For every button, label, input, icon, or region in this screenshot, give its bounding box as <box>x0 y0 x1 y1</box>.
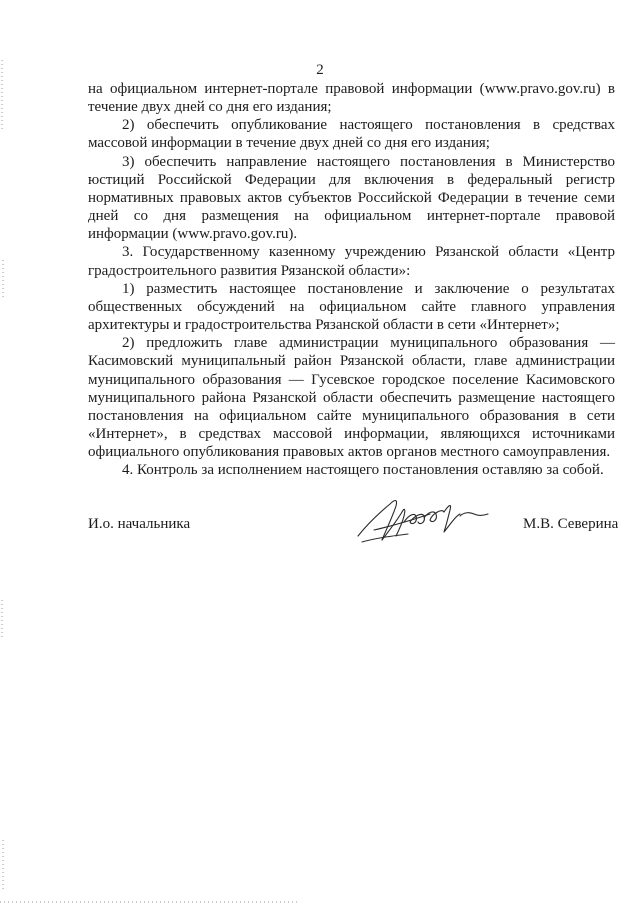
handwritten-signature <box>352 486 507 548</box>
signatory-title: И.о. начальника <box>88 516 191 532</box>
page-number: 2 <box>316 62 324 78</box>
paragraph-section-3-item-2: 2) предложить главе администрации муниципального образования — Касимовский муниципальный район Рязанской области, главе администрации муниципального образования — Гусевское городское поселение Касимовского муниципального района Рязанской области обеспечить размещение настоящего постановления на официальном сайте муниципального образования в сети «Интернет», в средствах массовой информации, являющихся источниками официального опубликования правовых актов органов местного самоуправления. <box>88 335 615 461</box>
paragraph-section-3-item-1: 1) разместить настоящее постановление и заключение о результатах общественных обсуждений на официальном сайте главного управления архитектуры и градостроительства Рязанской области в сети «Интернет»; <box>88 280 615 334</box>
paragraph-continuation: на официальном интернет-портале правовой информации (www.pravo.gov.ru) в течение двух дней со дня его издания; <box>88 81 615 116</box>
paragraph-section-4: 4. Контроль за исполнением настоящего постановления оставляю за собой. <box>122 462 604 479</box>
paragraph-section-3: 3. Государственному казенному учреждению Рязанской области «Центр градостроительного развития Рязанской области»: <box>88 244 615 279</box>
signatory-name: М.В. Северина <box>523 516 619 532</box>
paragraph-item-3-ministry: 3) обеспечить направление настоящего постановления в Министерство юстиций Российской Федерации для включения в федеральный регистр нормативных правовых актов субъектов Российской Федерации в течение семи дней со дня размещения на официальном интернет-портале правовой информации (www.pravo.gov.ru). <box>88 153 615 243</box>
paragraph-item-2-publication: 2) обеспечить опубликование настоящего постановления в средствах массовой информации в течение двух дней со дня его издания; <box>88 117 615 152</box>
